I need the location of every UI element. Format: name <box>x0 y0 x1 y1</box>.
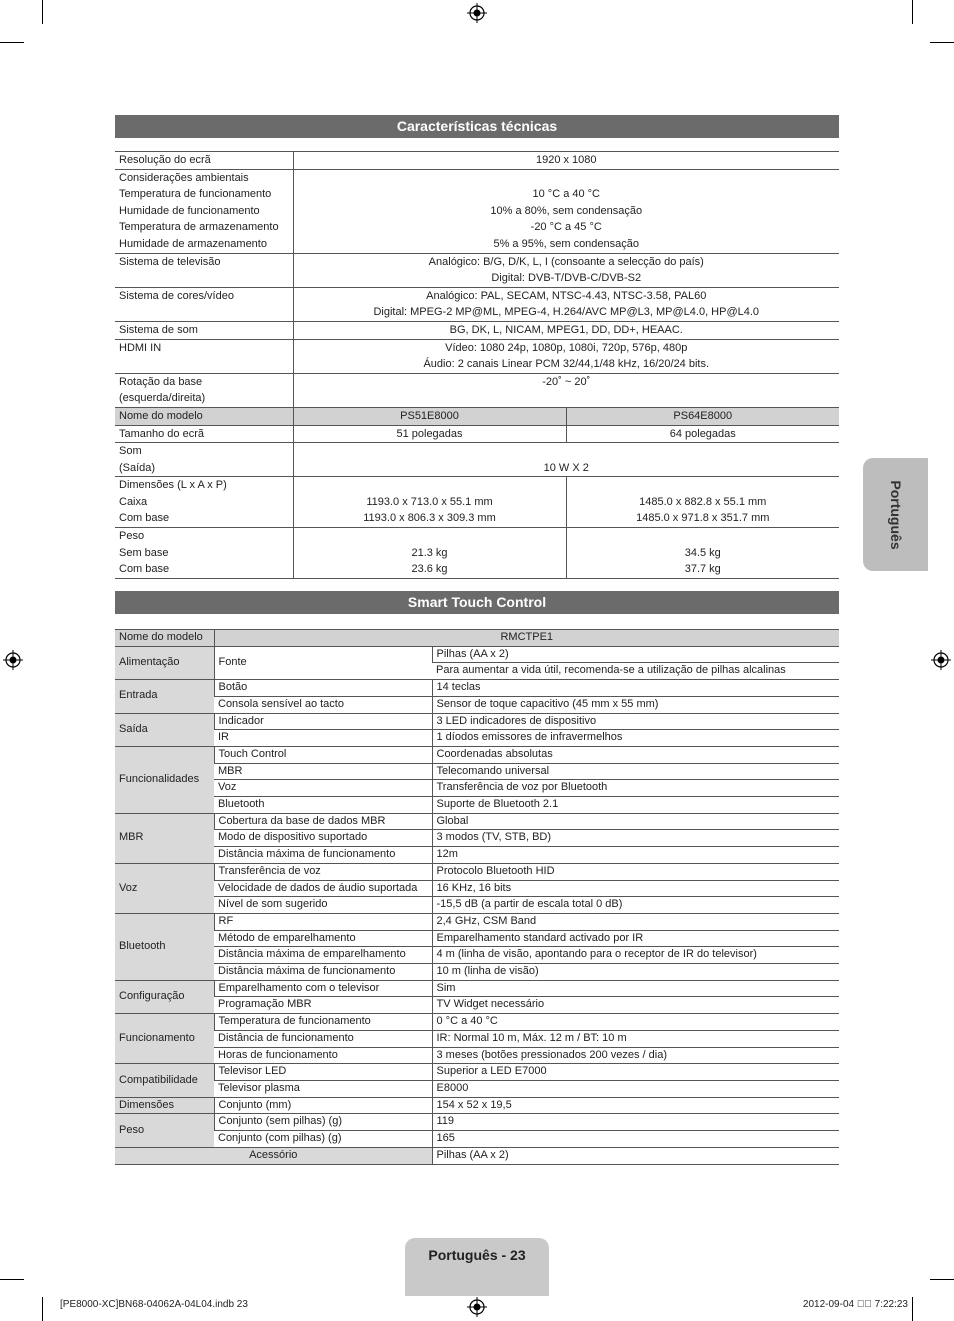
remote-item: Programação MBR <box>214 997 432 1014</box>
remote-value: Superior a LED E7000 <box>432 1064 839 1081</box>
remote-value: Sensor de toque capacitivo (45 mm x 55 mm) <box>432 696 839 713</box>
spec-label-line: Com base <box>119 512 170 525</box>
page-number-tab <box>405 1238 549 1296</box>
remote-item: Voz <box>214 780 432 797</box>
accessory-label: Acessório <box>115 1147 432 1164</box>
spec-value-line: 21.3 kg <box>411 546 448 559</box>
model-name: PS51E8000 <box>293 407 566 425</box>
remote-category: Bluetooth <box>115 913 214 980</box>
table-row <box>115 1131 839 1148</box>
spec-value-line: 1485.0 x 971.8 x 351.7 mm <box>636 512 770 525</box>
spec-value: 51 polegadas <box>293 425 566 443</box>
spec-value: -20˚ ~ 20˚ <box>293 373 839 407</box>
spec-label: Sistema de televisão <box>115 253 293 287</box>
spec-label-line: (Saída) <box>119 461 156 474</box>
remote-item: Emparelhamento com o televisor <box>214 980 432 997</box>
table-row <box>115 680 839 697</box>
spec-value-line: -20 °C a 45 °C <box>530 221 602 234</box>
remote-value: Global <box>432 813 839 830</box>
crosshair-icon <box>467 1297 487 1317</box>
remote-item: Consola sensível ao tacto <box>214 696 432 713</box>
spec-value-line: 34.5 kg <box>684 546 721 559</box>
table-row <box>115 980 839 997</box>
crop-mark <box>0 42 24 43</box>
remote-category: Funcionamento <box>115 1014 214 1064</box>
crop-mark <box>0 1279 24 1280</box>
remote-category: Entrada <box>115 680 214 713</box>
crop-mark <box>912 1297 913 1321</box>
crop-mark <box>930 42 954 43</box>
spec-label-line: Peso <box>119 530 145 543</box>
spec-value <box>293 477 566 528</box>
remote-section-title: Smart Touch Control <box>115 591 839 614</box>
remote-value: 165 <box>432 1131 839 1148</box>
table-row <box>115 947 839 964</box>
remote-value: 3 LED indicadores de dispositivo <box>432 713 839 730</box>
spec-value-line: Digital: DVB-T/DVB-C/DVB-S2 <box>491 272 642 285</box>
table-row <box>115 713 839 730</box>
remote-value: TV Widget necessário <box>432 997 839 1014</box>
remote-category: Funcionalidades <box>115 746 214 813</box>
table-row <box>115 847 839 864</box>
remote-value: IR: Normal 10 m, Máx. 12 m / BT: 10 m <box>432 1030 839 1047</box>
remote-value: 4 m (linha de visão, apontando para o receptor de IR do televisor) <box>432 947 839 964</box>
table-row <box>115 373 839 407</box>
spec-label-line: Temperatura de armazenamento <box>119 221 279 234</box>
table-row <box>115 477 839 528</box>
spec-label-line: Humidade de funcionamento <box>119 204 260 217</box>
remote-item: RF <box>214 913 432 930</box>
remote-value: 3 meses (botões pressionados 200 vezes / dia) <box>432 1047 839 1064</box>
spec-label: Resolução do ecrã <box>115 152 293 170</box>
spec-value <box>293 339 839 373</box>
spec-value-line: 37.7 kg <box>684 563 721 576</box>
table-row <box>115 1047 839 1064</box>
table-row <box>115 780 839 797</box>
spec-label: Tamanho do ecrã <box>115 425 293 443</box>
crosshair-icon <box>3 650 23 670</box>
remote-item: Conjunto (sem pilhas) (g) <box>214 1114 432 1131</box>
spec-label: Nome do modelo <box>115 407 293 425</box>
spec-value: BG, DK, L, NICAM, MPEG1, DD, DD+, HEAAC. <box>293 321 839 339</box>
spec-value-line: 1485.0 x 882.8 x 55.1 mm <box>639 495 767 508</box>
spec-value-line: 5% a 95%, sem condensação <box>493 237 640 250</box>
remote-category: Dimensões <box>115 1097 214 1114</box>
spec-value-line: Vídeo: 1080 24p, 1080p, 1080i, 720p, 576p, 480p <box>445 341 688 354</box>
crop-mark <box>42 1297 43 1321</box>
spec-value <box>566 477 839 528</box>
table-row <box>115 930 839 947</box>
remote-value: 119 <box>432 1114 839 1131</box>
crosshair-icon <box>931 650 951 670</box>
spec-value <box>293 169 839 253</box>
spec-value-line: 1193.0 x 806.3 x 309.3 mm <box>363 512 496 525</box>
table-row <box>115 830 839 847</box>
remote-item: Velocidade de dados de áudio suportada <box>214 880 432 897</box>
spec-section-title: Características técnicas <box>115 115 839 138</box>
remote-item: IR <box>214 730 432 747</box>
remote-value: 14 teclas <box>432 680 839 697</box>
spec-label-line: Considerações ambientais <box>119 171 249 184</box>
remote-category: Peso <box>115 1114 214 1147</box>
remote-item: Distância máxima de funcionamento <box>214 964 432 981</box>
remote-item: Conjunto (mm) <box>214 1097 432 1114</box>
spec-label-line: Com base <box>119 563 170 576</box>
remote-value: Para aumentar a vida útil, recomenda-se a utilização de pilhas alcalinas <box>432 663 839 680</box>
remote-item: Temperatura de funcionamento <box>214 1014 432 1031</box>
remote-item: MBR <box>214 763 432 780</box>
remote-model-value: RMCTPE1 <box>214 630 839 647</box>
table-row <box>115 425 839 443</box>
remote-value: Transferência de voz por Bluetooth <box>432 780 839 797</box>
spec-label: HDMI IN <box>115 339 293 373</box>
table-row <box>115 797 839 814</box>
spec-label-line: Caixa <box>119 495 148 508</box>
remote-category: Configuração <box>115 980 214 1013</box>
table-row <box>115 964 839 981</box>
table-row <box>115 746 839 763</box>
remote-item: Indicador <box>214 713 432 730</box>
spec-label-line: Humidade de armazenamento <box>119 237 267 250</box>
spec-label: Sistema de cores/vídeo <box>115 287 293 321</box>
table-row <box>115 730 839 747</box>
remote-value: 3 modos (TV, STB, BD) <box>432 830 839 847</box>
spec-value <box>566 528 839 579</box>
table-row <box>115 1014 839 1031</box>
remote-item: Horas de funcionamento <box>214 1047 432 1064</box>
spec-value-line: Áudio: 2 canais Linear PCM 32/44,1/48 kHz, 16/20/24 bits. <box>423 358 710 371</box>
remote-item: Televisor plasma <box>214 1080 432 1097</box>
crosshair-icon <box>467 3 487 23</box>
spec-value <box>293 528 566 579</box>
spec-label-line: Dimensões (L x A x P) <box>119 479 227 492</box>
table-row <box>115 997 839 1014</box>
table-row <box>115 1030 839 1047</box>
spec-value-line: Analógico: PAL, SECAM, NTSC-4.43, NTSC-3.58, PAL60 <box>426 289 707 302</box>
remote-item: Botão <box>214 680 432 697</box>
table-row <box>115 1080 839 1097</box>
table-row <box>115 443 839 477</box>
remote-item: Nível de som sugerido <box>214 897 432 914</box>
spec-table <box>115 151 839 579</box>
spec-value <box>293 287 839 321</box>
spec-label <box>115 528 293 579</box>
spec-value-line: 23.6 kg <box>411 563 448 576</box>
remote-model-label: Nome do modelo <box>115 630 214 647</box>
spec-value-line: 10% a 80%, sem condensação <box>490 204 643 217</box>
remote-item: Touch Control <box>214 746 432 763</box>
table-row <box>115 339 839 373</box>
table-row <box>115 763 839 780</box>
remote-value: -15,5 dB (a partir de escala total 0 dB) <box>432 897 839 914</box>
remote-value: Coordenadas absolutas <box>432 746 839 763</box>
remote-category: Voz <box>115 863 214 913</box>
table-row <box>115 253 839 287</box>
remote-value: Protocolo Bluetooth HID <box>432 863 839 880</box>
footer-datetime: 2012-09-04 ￿￿ 7:22:23 <box>802 1299 908 1310</box>
remote-value: 12m <box>432 847 839 864</box>
remote-item: Método de emparelhamento <box>214 930 432 947</box>
remote-item: Conjunto (com pilhas) (g) <box>214 1131 432 1148</box>
spec-label <box>115 169 293 253</box>
spec-label-line: Som <box>119 445 142 458</box>
spec-label <box>115 477 293 528</box>
remote-category: MBR <box>115 813 214 863</box>
model-name: PS64E8000 <box>566 407 839 425</box>
table-row <box>115 696 839 713</box>
table-row <box>115 321 839 339</box>
remote-item: Cobertura da base de dados MBR <box>214 813 432 830</box>
remote-item: Transferência de voz <box>214 863 432 880</box>
remote-value: 10 m (linha de visão) <box>432 964 839 981</box>
remote-item: Televisor LED <box>214 1064 432 1081</box>
table-row <box>115 913 839 930</box>
table-row <box>115 863 839 880</box>
table-row <box>115 630 839 647</box>
remote-item: Distância de funcionamento <box>214 1030 432 1047</box>
remote-value: E8000 <box>432 1080 839 1097</box>
table-row <box>115 1064 839 1081</box>
spec-value-line: Analógico: B/G, D/K, L, I (consoante a selecção do país) <box>428 255 704 268</box>
spec-value <box>293 443 839 477</box>
remote-value: 16 KHz, 16 bits <box>432 880 839 897</box>
remote-value: Pilhas (AA x 2) <box>432 646 839 663</box>
remote-table <box>115 629 839 1165</box>
remote-item: Fonte <box>214 646 432 679</box>
language-tab <box>863 458 928 571</box>
spec-value: 1920 x 1080 <box>293 152 839 170</box>
remote-item: Modo de dispositivo suportado <box>214 830 432 847</box>
table-row <box>115 169 839 253</box>
spec-value-line: 10 °C a 40 °C <box>532 188 600 201</box>
crop-mark <box>912 0 913 24</box>
remote-item: Bluetooth <box>214 797 432 814</box>
crop-mark <box>930 1279 954 1280</box>
crop-mark <box>42 0 43 24</box>
table-row <box>115 880 839 897</box>
remote-value: Sim <box>432 980 839 997</box>
spec-label <box>115 443 293 477</box>
spec-value-line: 1193.0 x 713.0 x 55.1 mm <box>366 495 493 508</box>
page-number: Português - 23 <box>428 1247 526 1263</box>
accessory-value: Pilhas (AA x 2) <box>432 1147 839 1164</box>
remote-item: Distância máxima de funcionamento <box>214 847 432 864</box>
table-row <box>115 528 839 579</box>
table-row <box>115 287 839 321</box>
spec-label: Rotação da base (esquerda/direita) <box>115 373 293 407</box>
spec-label-line: Sem base <box>119 546 169 559</box>
table-row <box>115 646 839 663</box>
remote-value: 2,4 GHz, CSM Band <box>432 913 839 930</box>
spec-value-line: 10 W X 2 <box>543 461 589 474</box>
table-row <box>115 1114 839 1131</box>
remote-value: Telecomando universal <box>432 763 839 780</box>
spec-label-line: Temperatura de funcionamento <box>119 188 272 201</box>
language-tab-label: Português <box>887 479 904 550</box>
remote-item: Distância máxima de emparelhamento <box>214 947 432 964</box>
table-row <box>115 152 839 170</box>
spec-label: Sistema de som <box>115 321 293 339</box>
spec-value: 64 polegadas <box>566 425 839 443</box>
spec-value <box>293 253 839 287</box>
remote-category: Saída <box>115 713 214 746</box>
table-row <box>115 813 839 830</box>
table-row <box>115 1097 839 1114</box>
remote-value: 0 °C a 40 °C <box>432 1014 839 1031</box>
table-row <box>115 407 839 425</box>
remote-category: Alimentação <box>115 646 214 679</box>
remote-value: Suporte de Bluetooth 2.1 <box>432 797 839 814</box>
footer-file: [PE8000-XC]BN68-04062A-04L04.indb 23 <box>60 1299 248 1310</box>
spec-value-line: Digital: MPEG-2 MP@ML, MPEG-4, H.264/AVC MP@L3, MP@L4.0, HP@L4.0 <box>373 306 760 319</box>
table-row <box>115 1147 839 1164</box>
remote-value: 154 x 52 x 19,5 <box>432 1097 839 1114</box>
remote-category: Compatibilidade <box>115 1064 214 1097</box>
remote-value: 1 díodos emissores de infravermelhos <box>432 730 839 747</box>
remote-value: Emparelhamento standard activado por IR <box>432 930 839 947</box>
table-row <box>115 897 839 914</box>
